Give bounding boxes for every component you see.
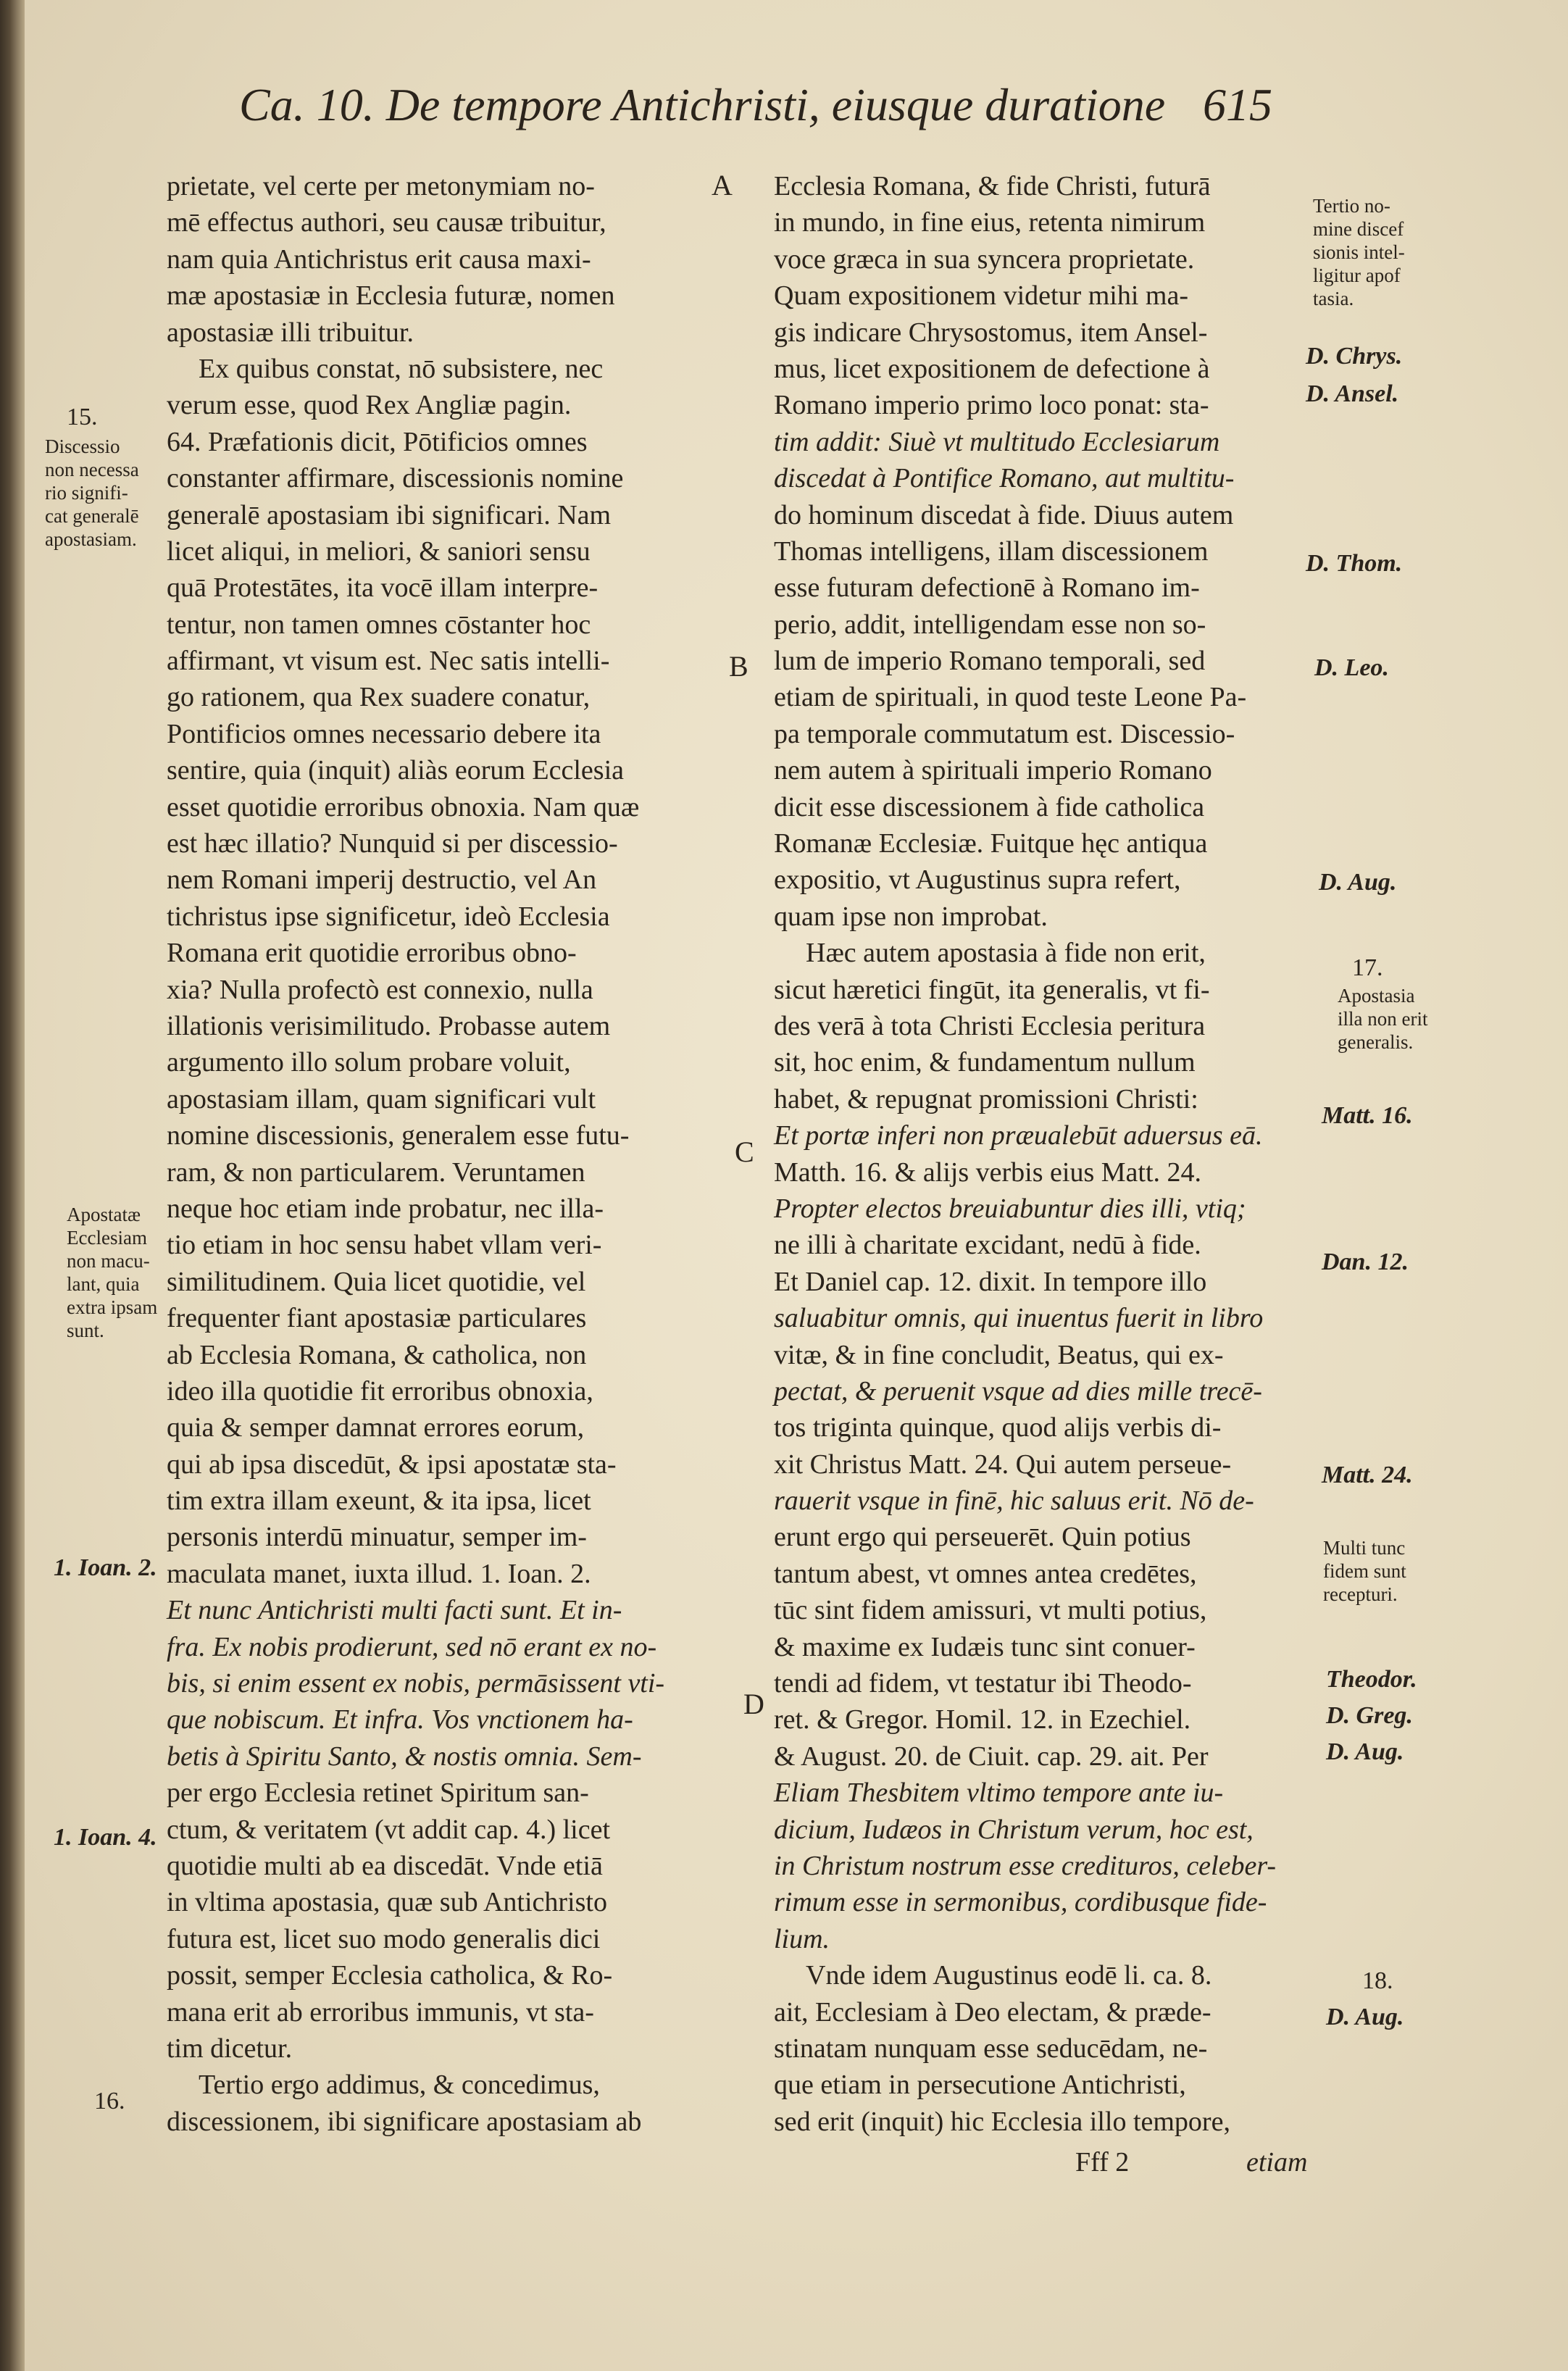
text-line: habet, & repugnat promissioni Christi: [774,1083,1198,1114]
text-line: Et nunc Antichristi multi facti sunt. Et in- [167,1595,622,1626]
text-line: futura est, licet suo modo generalis dici [167,1923,601,1954]
text-line: frequenter fiant apostasiæ particulares [167,1303,587,1334]
text-line: per ergo Ecclesia retinet Spiritum san- [167,1778,589,1809]
text-line: quotidie multi ab ea discedāt. Vnde etiā [167,1850,603,1881]
text-line: & August. 20. de Ciuit. cap. 29. ait. Per [774,1741,1209,1772]
text-line: xit Christus Matt. 24. Qui autem perseue- [774,1449,1232,1480]
margin-note-discessio: Discessio non necessa rio signifi- cat generalē apostasiam. [45,436,139,550]
text-line: Romano imperio primo loco ponat: sta- [774,390,1209,421]
text-line: tūc sint fidem amissuri, vt multi potius, [774,1595,1207,1626]
text-line: sit, hoc enim, & fundamentum nullum [774,1047,1196,1078]
text-line: des verā à tota Christi Ecclesia peritura [774,1010,1206,1041]
text-line: ideo illa quotidie fit erroribus obnoxia, [167,1375,593,1407]
margin-ref-matt-24: Matt. 24. [1322,1462,1413,1488]
page-number: 615 [1203,79,1272,130]
text-line: Matth. 16. & alijs verbis eius Matt. 24. [774,1157,1202,1188]
text-line: Hæc autem apostasia à fide non erit, [806,938,1206,969]
text-line: esset quotidie erroribus obnoxia. Nam quæ [167,791,640,822]
margin-ref-ioan-2: 1. Ioan. 2. [54,1554,157,1581]
text-line: quia & semper damnat errores eorum, [167,1412,585,1443]
margin-ref-theodor: Theodor. [1326,1666,1417,1693]
text-line: affirmant, vt visum est. Nec satis intelli- [167,646,610,677]
text-line: Romanæ Ecclesiæ. Fuitque hęc antiqua [774,828,1208,859]
margin-ref-dan-12: Dan. 12. [1322,1249,1409,1275]
text-line: lium. [774,1923,830,1954]
text-line: sentire, quia (inquit) aliàs eorum Ecclesia [167,755,624,786]
text-line: ait, Ecclesiam à Deo electam, & præde- [774,1996,1212,2028]
text-line: que etiam in persecutione Antichristi, [774,2070,1186,2101]
text-line: neque hoc etiam inde probatur, nec illa- [167,1193,604,1224]
text-line: maculata manet, iuxta illud. 1. Ioan. 2. [167,1558,591,1589]
text-line: rimum esse in sermonibus, cordibusque fide- [774,1887,1267,1918]
section-letter-d: D [743,1688,764,1720]
text-line: personis interdū minuatur, semper im- [167,1522,587,1553]
section-letter-c: C [735,1136,754,1168]
text-line: Pontificios omnes necessario debere ita [167,718,601,749]
text-line: Tertio ergo addimus, & concedimus, [199,2070,600,2101]
margin-number-18: 18. [1362,1967,1393,1994]
margin-ref-aug-1: D. Aug. [1319,869,1397,896]
text-line: ab Ecclesia Romana, & catholica, non [167,1339,587,1370]
margin-number-17: 17. [1352,954,1383,981]
text-line: expositio, vt Augustinus supra refert, [774,864,1181,896]
margin-ref-aug-2: D. Aug. [1326,1738,1404,1765]
text-line: betis à Spiritu Santo, & nostis omnia. Sem- [167,1741,642,1772]
catchword: etiam [1246,2147,1308,2178]
text-line: nem autem à spirituali imperio Romano [774,755,1212,786]
text-line: in Christum nostrum esse credituros, celeber- [774,1850,1277,1881]
margin-note-tertio: Tertio no- mine discef sionis intel- ligitur apof tasia. [1313,195,1405,309]
text-line: ram, & non particularem. Veruntamen [167,1157,585,1188]
text-line: que nobiscum. Et infra. Vos vnctionem ha- [167,1704,633,1735]
margin-ref-thom: D. Thom. [1306,550,1403,577]
text-line: est hæc illatio? Nunquid si per discessio- [167,828,618,859]
text-line: Eliam Thesbitem vltimo tempore ante iu- [774,1778,1224,1809]
signature-mark: Fff 2 [1075,2147,1130,2178]
text-line: & maxime ex Iudæis tunc sint conuer- [774,1631,1196,1662]
text-line: go rationem, qua Rex suadere conatur, [167,682,591,713]
header-title: Ca. 10. De tempore Antichristi, eiusque duratione [239,79,1166,130]
text-line: similitudinem. Quia licet quotidie, vel [167,1266,586,1297]
margin-ref-leo: D. Leo. [1314,654,1389,681]
text-line: vitæ, & in fine concludit, Beatus, qui ex- [774,1339,1224,1370]
text-line: mana erit ab erroribus immunis, vt sta- [167,1996,594,2028]
text-line: tos triginta quinque, quod alijs verbis di- [774,1412,1222,1443]
text-line: mæ apostasiæ in Ecclesia futuræ, nomen [167,280,615,312]
text-line: dicit esse discessionem à fide catholica [774,791,1205,822]
left-text-column [167,168,725,2140]
text-line: ne illi à charitate excidant, nedū à fide. [774,1230,1201,1261]
text-line: ret. & Gregor. Homil. 12. in Ezechiel. [774,1704,1191,1735]
text-line: rauerit vsque in finē, hic saluus erit. Nō de- [774,1485,1254,1517]
margin-ref-aug-3: D. Aug. [1326,2004,1404,2030]
text-line: tio etiam in hoc sensu habet vllam veri- [167,1230,602,1261]
text-line: mē effectus authori, seu causæ tribuitur, [167,207,606,238]
text-line: bis, si enim essent ex nobis, permāsissent vti- [167,1668,665,1699]
text-line: prietate, vel certe per metonymiam no- [167,171,595,201]
text-line: in vltima apostasia, quæ sub Antichristo [167,1887,607,1918]
text-line: discessionem, ibi significare apostasiam ab [167,2106,642,2137]
margin-ref-ioan-4: 1. Ioan. 4. [54,1824,157,1851]
page-gutter-shadow [0,0,25,2371]
text-line: possit, semper Ecclesia catholica, & Ro- [167,1960,613,1991]
text-line: esse futuram defectionē à Romano im- [774,572,1200,604]
text-line: dicium, Iudæos in Christum verum, hoc est, [774,1814,1254,1845]
margin-ref-ansel: D. Ansel. [1306,380,1399,407]
text-line: Vnde idem Augustinus eodē li. ca. 8. [806,1960,1212,1991]
text-line: pa temporale commutatum est. Discessio- [774,718,1235,749]
text-line: argumento illo solum probare voluit, [167,1047,571,1078]
margin-note-apostatae: Apostatæ Ecclesiam non macu- lant, quia extra ipsam sunt. [67,1204,158,1341]
margin-ref-chrys: D. Chrys. [1306,343,1403,370]
text-line: Ecclesia Romana, & fide Christi, futurā [774,171,1211,201]
text-line: 64. Præfationis dicit, Pōtificios omnes [167,426,588,457]
text-line: Ex quibus constat, nō subsistere, nec [199,353,604,384]
margin-number-15: 15. [67,404,98,430]
text-line: tim dicetur. [167,2033,293,2064]
text-line: pectat, & peruenit vsque ad dies mille trecē- [774,1375,1262,1407]
text-line: tantum abest, vt omnes antea credētes, [774,1558,1197,1589]
text-line: licet aliqui, in meliori, & saniori sensu [167,536,591,567]
text-line: Et Daniel cap. 12. dixit. In tempore illo [774,1266,1207,1297]
text-line: lum de imperio Romano temporali, sed [774,646,1206,677]
text-line: quam ipse non improbat. [774,901,1048,932]
section-letter-b: B [729,650,748,683]
text-line: quā Protestātes, ita vocē illam interpre- [167,572,599,604]
text-line: ctum, & veritatem (vt addit cap. 4.) licet [167,1814,611,1845]
section-letter-a: A [712,169,733,201]
margin-number-16: 16. [94,2088,125,2114]
margin-note-multi: Multi tunc fidem sunt recepturi. [1323,1537,1406,1605]
text-line: apostasiæ illi tribuitur. [167,317,414,348]
text-line: in mundo, in fine eius, retenta nimirum [774,207,1206,238]
text-line: erunt ergo qui perseuerēt. Quin potius [774,1522,1191,1553]
margin-ref-matt-16: Matt. 16. [1322,1102,1413,1129]
text-line: Thomas intelligens, illam discessionem [774,536,1209,567]
text-line: apostasiam illam, quam significari vult [167,1083,596,1114]
text-line: tim addit: Siuè vt multitudo Ecclesiarum [774,426,1220,457]
text-line: nem Romani imperij destructio, vel An [167,864,597,896]
text-line: gis indicare Chrysostomus, item Ansel- [774,317,1208,348]
text-line: verum esse, quod Rex Angliæ pagin. [167,390,572,421]
text-line: etiam de spirituali, in quod teste Leone Pa- [774,682,1247,713]
text-line: tentur, non tamen omnes cōstanter hoc [167,609,591,640]
text-line: constanter affirmare, discessionis nomine [167,463,624,494]
text-line: voce græca in sua syncera proprietate. [774,243,1195,275]
text-line: do hominum discedat à fide. Diuus autem [774,499,1234,530]
text-line: discedat à Pontifice Romano, aut multitu- [774,463,1235,494]
text-line: xia? Nulla profectò est connexio, nulla [167,974,593,1005]
text-line: perio, addit, intelligendam esse non so- [774,609,1206,640]
text-line: saluabitur omnis, qui inuentus fuerit in libro [774,1303,1264,1334]
right-text-column [774,168,1303,2140]
text-line: fra. Ex nobis prodierunt, sed nō erant ex no- [167,1631,657,1662]
text-line: illationis verisimilitudo. Probasse autem [167,1010,611,1041]
text-line: stinatam nunquam esse seducēdam, ne- [774,2033,1208,2064]
text-line: mus, licet expositionem de defectione à [774,353,1210,384]
running-header [239,72,1311,138]
text-line: Quam expositionem videtur mihi ma- [774,280,1189,312]
text-line: Romana erit quotidie erroribus obno- [167,938,577,969]
text-line: tichristus ipse significetur, ideò Ecclesia [167,901,610,932]
margin-ref-greg: D. Greg. [1326,1702,1413,1729]
text-line: Propter electos breuiabuntur dies illi, vtiq; [774,1193,1246,1224]
text-line: tendi ad fidem, vt testatur ibi Theodo- [774,1668,1192,1699]
text-line: Et portæ inferi non præualebūt aduersus eā. [774,1120,1263,1151]
text-line: tim extra illam exeunt, & ita ipsa, licet [167,1485,591,1517]
text-line: nam quia Antichristus erit causa maxi- [167,243,591,275]
text-line: nomine discessionis, generalem esse futu- [167,1120,630,1151]
text-line: generalē apostasiam ibi significari. Nam [167,499,612,530]
text-line: qui ab ipsa discedūt, & ipsi apostatæ sta- [167,1449,617,1480]
margin-note-apostasia: Apostasia illa non erit generalis. [1338,985,1428,1053]
text-line: sicut hæretici fingūt, ita generalis, vt fi- [774,974,1210,1005]
text-line: sed erit (inquit) hic Ecclesia illo tempore, [774,2106,1230,2137]
